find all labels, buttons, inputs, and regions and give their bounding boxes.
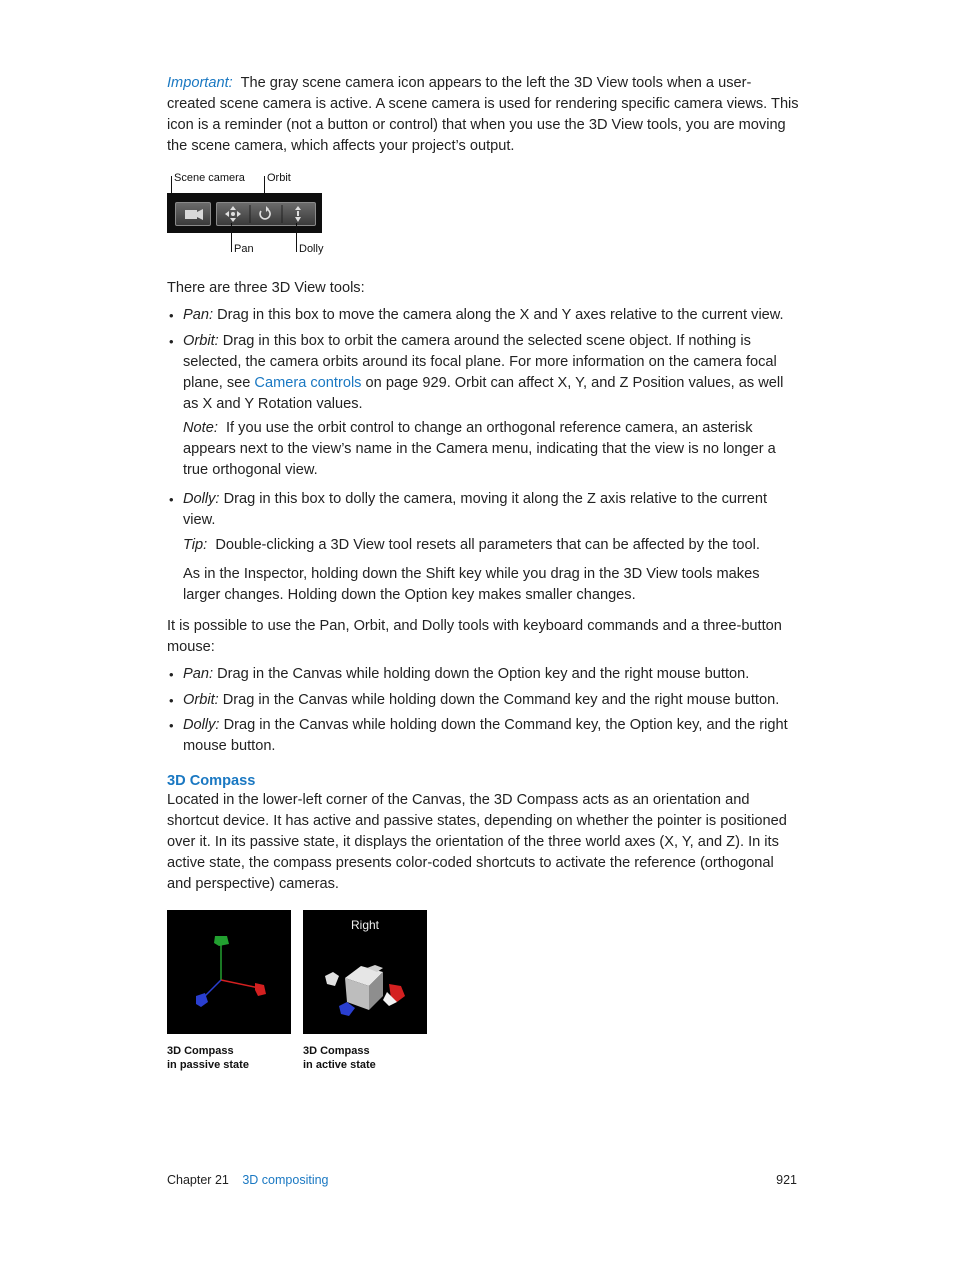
tool-dolly-term: Dolly: <box>183 491 220 507</box>
pan-tool[interactable] <box>217 203 249 225</box>
pan-leader <box>231 223 232 252</box>
keyboard-orbit-term: Orbit: <box>183 692 219 708</box>
tool-pan-text: Drag in this box to move the camera along the X and Y axes relative to the current view. <box>217 307 784 323</box>
bullet: • <box>169 308 174 323</box>
bullet: • <box>169 492 174 507</box>
footer <box>167 1173 329 1187</box>
keyboard-orbit-text: Drag in the Canvas while holding down the Command key and the right mouse button. <box>222 692 780 708</box>
tip-label: Tip: <box>183 537 208 553</box>
camera-controls-link[interactable]: Camera controls <box>254 375 362 391</box>
compass-heading: 3D Compass <box>167 773 256 789</box>
3d-view-toolbar <box>167 193 322 233</box>
scene-camera-icon <box>175 202 211 226</box>
compass-paragraph: Located in the lower-left corner of the Canvas, the 3D Compass acts as an orientation and shortcut device. It has active and passive states, depending on whether the pointer is positioned over it. In its passive state, it displays the orientation of the three world axes (X, Y, and Z). In its active state, the compass presents color-coded shortcuts to activate the reference (orthogonal and perspective) cameras. <box>167 792 787 892</box>
tool-orbit-item <box>183 331 799 415</box>
tip-paragraph <box>183 535 799 556</box>
x-axis-cube <box>255 983 266 996</box>
tool-dolly-text: Drag in this box to dolly the camera, moving it along the Z axis relative to the current view. <box>183 491 768 528</box>
passive-caption <box>167 1044 249 1072</box>
note-paragraph <box>183 418 799 481</box>
bullet: • <box>169 693 174 708</box>
tool-orbit-text: Drag in this box to orbit the camera around the selected scene object. If nothing is selected, the camera orbits around its focal plane. For more information on the camera focal plane, see <box>183 333 777 391</box>
left-shortcut <box>325 972 339 986</box>
scene-camera-label: Scene camera <box>174 172 245 184</box>
passive-caption-line1: 3D Compass <box>167 1045 234 1057</box>
note-label: Note: <box>183 420 218 436</box>
active-caption-line1: 3D Compass <box>303 1045 370 1057</box>
bullet: • <box>169 334 174 349</box>
pan-label: Pan <box>234 243 254 255</box>
z-shortcut <box>339 1002 355 1016</box>
page-number: 921 <box>776 1173 797 1187</box>
tool-dolly-item <box>183 489 799 531</box>
bullet: • <box>169 718 174 733</box>
active-caption-line2: in active state <box>303 1059 376 1071</box>
dolly-leader <box>296 223 297 252</box>
tool-orbit-term: Orbit: <box>183 333 219 349</box>
dolly-tool[interactable] <box>282 203 314 225</box>
keyboard-dolly-item <box>183 715 799 757</box>
dolly-icon <box>282 203 314 225</box>
y-axis-cube <box>214 936 229 946</box>
tool-pan-item <box>183 305 799 326</box>
inspector-paragraph: As in the Inspector, holding down the Shift key while you drag in the 3D View tools makes larger changes. Holding down the Option key makes smaller changes. <box>183 566 760 603</box>
keyboard-pan-item <box>183 664 799 685</box>
compass-active-image <box>303 910 427 1034</box>
important-label: Important: <box>167 75 233 91</box>
pan-icon <box>217 203 249 225</box>
keyboard-orbit-item <box>183 690 799 711</box>
orbit-tool[interactable] <box>250 203 281 225</box>
tool-pan-term: Pan: <box>183 307 214 323</box>
x-axis-line <box>221 980 259 988</box>
keyboard-intro: It is possible to use the Pan, Orbit, and Dolly tools with keyboard commands and a three-button mouse: <box>167 618 782 655</box>
important-text: The gray scene camera icon appears to the left the 3D View tools when a user-created scene camera is active. A scene camera is used for rendering specific camera views. This icon is a reminder (not a button or control) that when you use the 3D View tools, you are moving the scene camera, which affects your project’s output. <box>167 75 799 154</box>
note-text: If you use the orbit control to change an orthogonal reference camera, an asterisk appears next to the view’s name in the Camera menu, indicating that the view is no longer a true orthogonal view. <box>183 420 776 478</box>
footer-chapter-link[interactable]: 3D compositing <box>242 1173 329 1187</box>
orbit-icon <box>250 203 281 225</box>
dolly-label: Dolly <box>299 243 324 255</box>
orbit-label: Orbit <box>267 172 291 184</box>
tip-text: Double-clicking a 3D View tool resets all parameters that can be affected by the tool. <box>215 537 760 553</box>
keyboard-pan-term: Pan: <box>183 666 214 682</box>
important-paragraph <box>167 73 799 157</box>
tools-intro: There are three 3D View tools: <box>167 280 365 296</box>
footer-chapter: Chapter 21 <box>167 1173 229 1187</box>
active-caption <box>303 1044 376 1072</box>
passive-caption-line2: in passive state <box>167 1059 249 1071</box>
keyboard-dolly-text: Drag in the Canvas while holding down the Command key, the Option key, and the right mouse button. <box>183 717 788 754</box>
bullet: • <box>169 667 174 682</box>
active-view-label: Right <box>350 918 379 932</box>
tool-orbit-text-after: on page 929. Orbit can affect X, Y, and Z Position values, as well as X and Y Rotation values. <box>183 375 784 412</box>
keyboard-pan-text: Drag in the Canvas while holding down the Option key and the right mouse button. <box>217 666 750 682</box>
keyboard-dolly-term: Dolly: <box>183 717 220 733</box>
compass-passive-image <box>167 910 291 1034</box>
